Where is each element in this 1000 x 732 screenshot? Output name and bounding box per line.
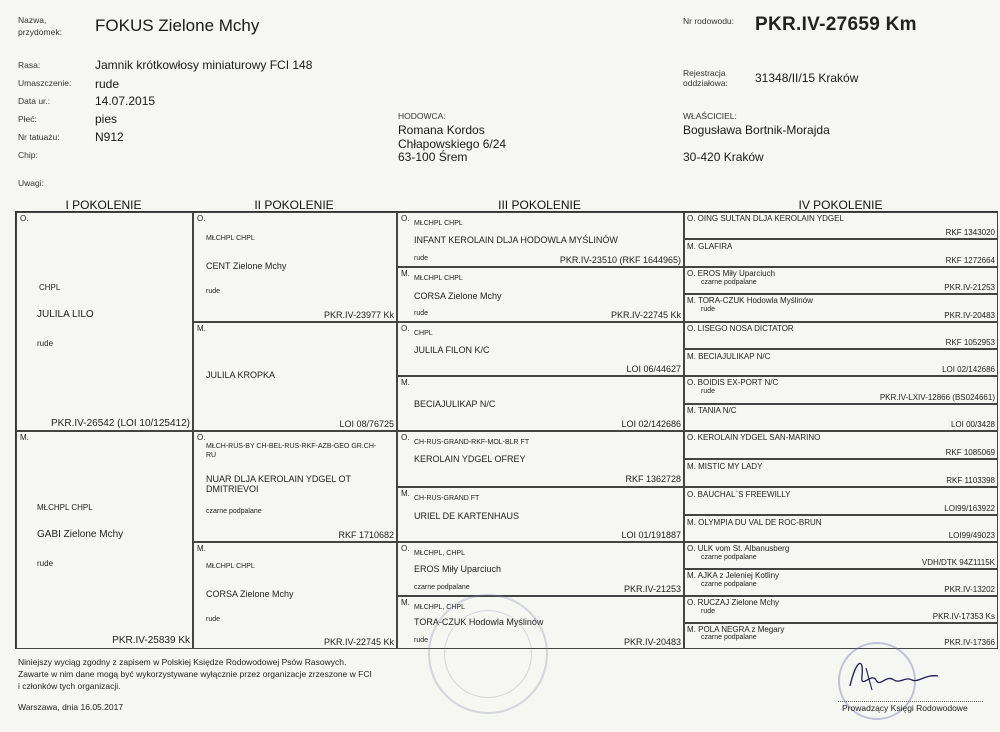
gen3-title: CH-RUS-GRAND-RKF-MOL-BLR FT	[414, 439, 530, 446]
gen4-reg: PKR.IV-LXIV-12866 (BS024661)	[879, 393, 995, 402]
signature-icon	[842, 650, 952, 698]
chip-label: Chip:	[18, 150, 38, 160]
gen2-cell-3	[193, 431, 397, 542]
gen3-marker: M.	[401, 269, 410, 278]
registration-label: Rejestracja	[683, 68, 726, 78]
gen2-cell-2	[193, 322, 397, 431]
name-label: Nazwa,	[18, 15, 47, 25]
gen3-color: czarne podpalane	[414, 584, 470, 591]
gen3-cell-2	[397, 267, 684, 322]
gen3-reg: LOI 06/44627	[626, 364, 681, 374]
gen3-cell-3	[397, 322, 684, 376]
gen3-reg: PKR.IV-21253	[623, 584, 681, 594]
gen3-name: INFANT KEROLAIN DLJA HODOWLA MYŚLINÓW	[414, 235, 618, 245]
breed-value: Jamnik krótkowłosy miniaturowy FCI 148	[95, 58, 313, 72]
gen4-cell	[684, 487, 998, 515]
gen3-cell-4	[397, 376, 684, 431]
gen4-reg: PKR.IV-17353 Ks	[932, 612, 995, 621]
gen3-title: CH-RUS-GRAND FT	[414, 495, 480, 502]
pedigree-table	[15, 211, 998, 649]
gen3-name: CORSA Zielone Mchy	[414, 291, 502, 301]
gen4-cell	[684, 267, 998, 294]
gen4-name: M. TORA-CZUK Hodowla Myślinów	[687, 296, 813, 305]
gen2-name-cont: DMITRIEVOI	[206, 484, 259, 494]
gen1-sire-color: rude	[37, 339, 54, 348]
gen4-name: O. ULK vom St. Albanusberg	[687, 544, 790, 553]
gen4-name: O. LISEGO NOSA DICTATOR	[687, 324, 794, 333]
breeder-city: 63-100 Śrem	[398, 150, 468, 164]
gen3-title: MŁCHPL CHPL	[414, 275, 463, 282]
gen3-cell-7	[397, 542, 684, 596]
gen3-reg: PKR.IV-20483	[623, 637, 681, 647]
gen3-cell-1	[397, 212, 684, 267]
gen4-cell	[684, 515, 998, 542]
gen4-cell	[684, 239, 998, 267]
gen3-reg: PKR.IV-22745 Kk	[610, 310, 681, 320]
gen1-sire-cell	[16, 212, 193, 431]
footer-text-3: i członków tych organizacji.	[18, 681, 121, 691]
gen2-marker: M.	[197, 324, 206, 333]
gen4-name: M. POLA NEGRA z Megary	[687, 625, 785, 634]
gen4-reg: LOI99/163922	[944, 504, 995, 513]
gen4-reg: LOI 02/142686	[942, 365, 995, 374]
gen2-reg: LOI 08/76725	[339, 419, 394, 429]
gen3-marker: O.	[401, 544, 410, 553]
tattoo-label: Nr tatuażu:	[18, 132, 60, 142]
gen1-dam-name: GABI Zielone Mchy	[37, 529, 124, 540]
gen2-name: JULILA KROPKA	[206, 370, 276, 380]
gen4-cell	[684, 596, 998, 623]
gen4-cell	[684, 322, 998, 349]
owner-label: WŁAŚCICIEL:	[683, 111, 737, 121]
generation-1-header: I POKOLENIE	[65, 198, 142, 212]
gen1-sire-reg: PKR.IV-26542 (LOI 10/125412)	[51, 418, 190, 429]
gen2-name: CENT Zielone Mchy	[206, 261, 287, 271]
dog-name: FOKUS Zielone Mchy	[95, 16, 260, 35]
sex-value: pies	[95, 112, 118, 126]
gen3-name: EROS Miły Uparciuch	[414, 564, 502, 574]
gen4-color: czarne podpalane	[701, 554, 757, 561]
gen4-cell	[684, 459, 998, 487]
gen2-name: NUAR DLJA KEROLAIN YDGEL OT	[206, 474, 352, 484]
gen2-marker: O.	[197, 214, 206, 223]
gen3-color: rude	[414, 637, 429, 644]
gen1-sire-name: JULILA LILO	[37, 309, 94, 320]
gen4-name: M. TANIA N/C	[687, 406, 737, 415]
gen3-reg: LOI 02/142686	[621, 419, 681, 429]
gen4-name: M. OLYMPIA DU VAL DE ROC-BRUN	[687, 518, 822, 527]
gen4-color: rude	[701, 388, 716, 395]
gen2-title: MŁCHPL CHPL	[206, 563, 255, 570]
gen4-name: O. EROS Miły Uparciuch	[687, 269, 776, 278]
gen4-name: M. GLAFIRA	[687, 242, 733, 251]
gen4-reg: VDH/DTK 94Z1115K	[921, 558, 995, 567]
gen4-color: rude	[701, 608, 716, 615]
gen3-reg: LOI 01/191887	[621, 530, 681, 540]
gen4-cell	[684, 294, 998, 322]
gen4-reg: RKF 1103398	[946, 476, 995, 485]
gen3-title: CHPL	[414, 330, 433, 337]
gen1-dam-reg: PKR.IV-25839 Kk	[112, 635, 190, 646]
gen3-marker: M.	[401, 378, 410, 387]
gen1-dam-title: MŁCHPL CHPL	[37, 503, 93, 512]
gen1-sire-title: CHPL	[39, 283, 61, 292]
gen2-marker: O.	[197, 433, 206, 442]
gen4-color: czarne podpalane	[701, 279, 757, 286]
gen2-color: czarne podpalane	[206, 508, 262, 515]
owner-city: 30-420 Kraków	[683, 150, 764, 164]
gen4-name: M. AJKA z Jeleniej Kotliny	[687, 571, 780, 580]
gen2-cell-4	[193, 542, 397, 649]
gen4-name: O. BAUCHAL`S FREEWILLY	[687, 490, 791, 499]
gen2-title: MŁCHPL CHPL	[206, 235, 255, 242]
gen2-reg: PKR.IV-22745 Kk	[323, 637, 394, 647]
sire-marker: O.	[20, 214, 29, 223]
gen4-reg: LOI 00/3428	[950, 420, 995, 429]
gen2-cell-1	[193, 212, 397, 322]
gen4-cell	[684, 349, 998, 376]
gen4-name: O. OING SULTAN DLJA KEROLAIN YDGEL	[687, 214, 844, 223]
gen3-color: rude	[414, 255, 429, 262]
generation-3-header: III POKOLENIE	[498, 198, 581, 212]
breeder-label: HODOWCA:	[398, 111, 446, 121]
dam-marker: M.	[20, 433, 29, 442]
gen3-name: KEROLAIN YDGEL OFREY	[414, 454, 526, 464]
gen4-color: rude	[701, 306, 716, 313]
official-stamp	[428, 594, 548, 714]
gen4-cell	[684, 212, 998, 239]
breeder-name: Romana Kordos	[398, 123, 485, 137]
gen3-reg: PKR.IV-23510 (RKF 1644965)	[559, 255, 681, 265]
gen3-marker: O.	[401, 433, 410, 442]
gen4-reg: RKF 1052953	[945, 338, 995, 347]
gen3-marker: M.	[401, 489, 410, 498]
gen4-reg: LOI99/49023	[948, 531, 995, 540]
gen4-reg: RKF 1085069	[945, 448, 995, 457]
gen3-name: JULILA FILON K/C	[414, 345, 490, 355]
gen2-color: rude	[206, 288, 221, 295]
gen2-marker: M.	[197, 544, 206, 553]
generation-2-header: II POKOLENIE	[254, 198, 334, 212]
remarks-label: Uwagi:	[18, 178, 44, 188]
gen4-reg: RKF 1272664	[945, 256, 995, 265]
gen2-name: CORSA Zielone Mchy	[206, 589, 294, 599]
gen3-marker: O.	[401, 214, 410, 223]
gen4-name: M. MISTIC MY LADY	[687, 462, 763, 471]
gen3-marker: M.	[401, 598, 410, 607]
gen4-cell	[684, 431, 998, 459]
gen2-title: MŁCH-RUS-BY CH-BEL-RUS-RKF-AZB-GEO GR.CH-RU	[206, 443, 377, 459]
regno-label: Nr rodowodu:	[683, 16, 735, 26]
owner-name: Bogusława Bortnik-Morajda	[683, 123, 830, 137]
gen3-name: URIEL DE KARTENHAUS	[414, 511, 520, 521]
gen3-name: BECIAJULIKAP N/C	[414, 399, 496, 409]
gen4-cell	[684, 623, 998, 649]
gen4-color: czarne podpalane	[701, 634, 757, 641]
dob-label: Data ur.:	[18, 96, 51, 106]
branch-registration: 31348/II/15 Kraków	[755, 71, 859, 85]
gen3-cell-6	[397, 487, 684, 542]
footer-text-1: Niniejszy wyciąg zgodny z zapisem w Polskiej Księdze Rodowodowej Psów Rasowych.	[18, 657, 347, 667]
gen3-title: MŁCHPL, CHPL	[414, 604, 465, 611]
gen4-cell	[684, 376, 998, 404]
tattoo-value: N912	[95, 130, 124, 144]
gen4-name: O. KEROLAIN YDGEL SAN-MARINO	[687, 433, 821, 442]
gen1-dam-cell	[16, 431, 193, 649]
gen4-reg: PKR.IV-20483	[944, 311, 995, 320]
color-value: rude	[95, 77, 120, 91]
dob-value: 14.07.2015	[95, 94, 156, 108]
gen4-reg: PKR.IV-21253	[944, 283, 995, 292]
breed-label: Rasa:	[18, 60, 41, 70]
gen3-name: TORA-CZUK Hodowla Myślinów	[414, 617, 544, 627]
gen4-cell	[684, 404, 998, 431]
breeder-street: Chłapowskiego 6/24	[398, 137, 507, 151]
gen2-reg: PKR.IV-23977 Kk	[323, 310, 394, 320]
gen4-cell	[684, 542, 998, 569]
gen4-name: O. RUCZAJ Zielone Mchy	[687, 598, 780, 607]
gen4-name: M. BECIAJULIKAP N/C	[687, 352, 771, 361]
gen4-color: czarne podpalane	[701, 581, 757, 588]
gen4-reg: PKR.IV-17366	[944, 638, 995, 647]
gen2-color: rude	[206, 616, 221, 623]
sex-label: Płeć:	[18, 114, 37, 124]
gen4-reg: RKF 1343020	[945, 228, 995, 237]
registration-label-2: oddziałowa:	[683, 78, 728, 88]
gen3-title: MŁCHPL, CHPL	[414, 550, 465, 557]
signatory-title: Prowadzący Księgi Rodowodowe	[842, 703, 968, 713]
gen3-title: MŁCHPL CHPL	[414, 220, 463, 227]
registration-number: PKR.IV-27659 Km	[755, 14, 917, 35]
gen3-color: rude	[414, 310, 429, 317]
footer-text-2: Zawarte w nim dane mogą być wykorzystywane wyłącznie przez organizacje zrzeszone w FCI	[18, 669, 372, 679]
gen2-reg: RKF 1710682	[338, 530, 394, 540]
gen3-marker: O.	[401, 324, 410, 333]
gen1-dam-color: rude	[37, 559, 54, 568]
color-label: Umaszczenie:	[18, 78, 72, 88]
place-date: Warszawa, dnia 16.05.2017	[18, 702, 124, 712]
gen3-cell-5	[397, 431, 684, 487]
name-label-2: przydomek:	[18, 27, 62, 37]
generation-4-header: IV POKOLENIE	[798, 198, 883, 212]
gen3-reg: RKF 1362728	[625, 474, 681, 484]
gen4-reg: PKR.IV-13202	[944, 585, 995, 594]
gen4-cell	[684, 569, 998, 596]
gen4-name: O. BOIDIS EX-PORT N/C	[687, 378, 779, 387]
